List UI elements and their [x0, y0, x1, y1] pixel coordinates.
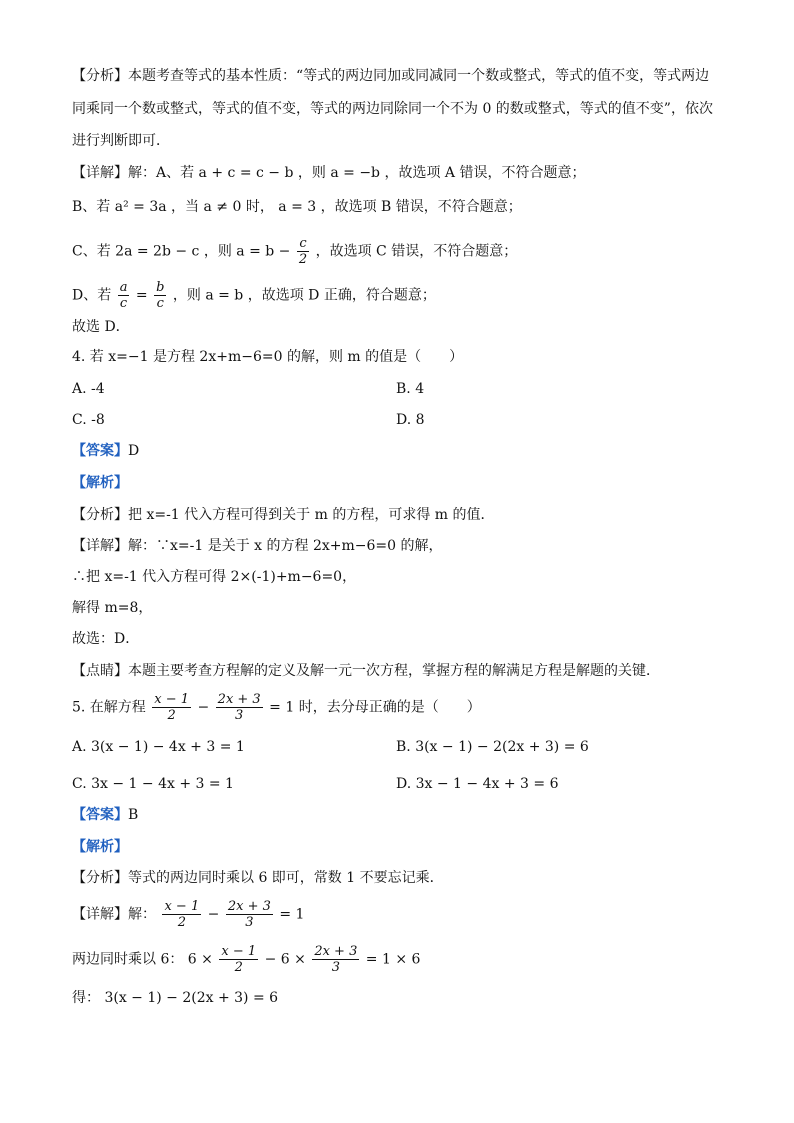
fraction-numerator: c	[297, 236, 309, 252]
fraction-denominator: 2	[298, 252, 308, 267]
q5-detail-prefix: 【详解】解：	[72, 906, 156, 923]
q4-answer	[72, 441, 139, 461]
q5-detail-suffix: = 1	[279, 906, 305, 923]
fraction-numerator: 2x + 3	[314, 944, 358, 959]
fraction-denominator: 3	[245, 915, 254, 930]
q4-option-b: B. 4	[396, 381, 425, 397]
q5-detail	[72, 899, 304, 930]
q5-option-a: A. 3(x − 1) − 4x + 3 = 1	[72, 739, 245, 755]
q4-detail-1: 【详解】解：∵x=-1 是关于 x 的方程 2x+m−6=0 的解，	[72, 538, 443, 554]
answer-value: D	[128, 443, 140, 459]
fraction	[216, 692, 263, 723]
q4-option-a: A. -4	[72, 381, 105, 397]
q5-multiply-middle: − 6 ×	[264, 951, 306, 968]
q3-detail-d-suffix: ，则 a = b ，故选项 D 正确，符合题意；	[172, 287, 436, 304]
q4-option-d: D. 8	[396, 412, 425, 428]
fraction	[162, 899, 201, 930]
fraction-denominator: 2	[234, 960, 243, 975]
q3-detail-d-prefix: D、若	[72, 287, 112, 304]
fraction	[154, 280, 166, 311]
q5-option-c: C. 3x − 1 − 4x + 3 = 1	[72, 776, 234, 792]
q4-option-c: C. -8	[72, 412, 105, 428]
fraction-numerator: 2x + 3	[217, 692, 261, 707]
q4-jiexi-tag: 【解析】	[72, 475, 128, 491]
fraction-numerator: a	[119, 280, 128, 295]
fraction	[219, 944, 258, 975]
q5-stem	[72, 692, 481, 723]
q3-detail-a: 【详解】解：A、若 a + c = c − b ，则 a = −b ，故选项 A 错误，不符合题意；	[72, 165, 586, 181]
fraction-numerator: x − 1	[221, 944, 257, 959]
equals-sign: =	[135, 287, 148, 304]
fraction	[226, 899, 273, 930]
q4-analysis: 【分析】把 x=-1 代入方程可得到关于 m 的方程，可求得 m 的值．	[72, 507, 495, 523]
fraction	[297, 236, 309, 267]
fraction-numerator: x − 1	[164, 899, 200, 914]
fraction	[118, 280, 130, 311]
q3-detail-b: B、若 a² = 3a ，当 a ≠ 0 时， a = 3 ，故选项 B 错误，不符合题意；	[72, 199, 522, 215]
fraction-denominator: 2	[167, 708, 176, 723]
fraction-numerator: 2x + 3	[227, 899, 271, 914]
q3-analysis-line2: 同乘同一个数或整式，等式的值不变，等式的两边同除同一个不为 0 的数或整式，等式的值不变”，依次	[72, 101, 713, 117]
q4-detail-3: 解得 m=8，	[72, 600, 153, 616]
q5-analysis: 【分析】等式的两边同时乘以 6 即可，常数 1 不要忘记乘．	[72, 870, 444, 886]
minus-sign: −	[197, 699, 210, 716]
q5-option-d: D. 3x − 1 − 4x + 3 = 6	[396, 776, 559, 792]
fraction-denominator: c	[156, 296, 164, 311]
fraction-numerator: x − 1	[154, 692, 190, 707]
q4-comment: 【点睛】本题主要考查方程解的定义及解一元一次方程，掌握方程的解满足方程是解题的关键．	[72, 663, 660, 679]
q3-detail-d	[72, 280, 436, 311]
q3-detail-c	[72, 236, 517, 267]
minus-sign: −	[207, 906, 220, 923]
fraction	[312, 944, 359, 975]
q5-option-b: B. 3(x − 1) − 2(2x + 3) = 6	[396, 739, 589, 755]
q4-stem: 4. 若 x=−1 是方程 2x+m−6=0 的解，则 m 的值是（ ）	[72, 349, 464, 365]
q4-detail-4: 故选：D．	[72, 631, 140, 647]
fraction	[152, 692, 191, 723]
q3-analysis-line3: 进行判断即可．	[72, 133, 170, 149]
fraction-denominator: 3	[235, 708, 244, 723]
q3-analysis-line1: 【分析】本题考查等式的基本性质：“等式的两边同加或同减同一个数或整式，等式的值不变，等式两边	[72, 68, 710, 84]
answer-tag: 【答案】	[72, 443, 128, 459]
q5-multiply	[72, 944, 420, 975]
q3-detail-c-prefix: C、若 2a = 2b − c ，则 a = b −	[72, 243, 291, 260]
q3-detail-c-suffix: ，故选项 C 错误，不符合题意；	[315, 243, 518, 260]
fraction-denominator: 3	[331, 960, 340, 975]
fraction-denominator: 2	[177, 915, 186, 930]
fraction-denominator: c	[119, 296, 128, 311]
q5-jiexi-tag: 【解析】	[72, 839, 128, 855]
q5-result: 得： 3(x − 1) − 2(2x + 3) = 6	[72, 990, 279, 1006]
q5-stem-suffix: = 1 时，去分母正确的是（ ）	[269, 699, 481, 716]
q5-multiply-prefix: 两边同时乘以 6： 6 ×	[72, 951, 213, 968]
q5-stem-prefix: 5. 在解方程	[72, 699, 146, 716]
q3-choose: 故选 D．	[72, 319, 130, 335]
q5-multiply-suffix: = 1 × 6	[365, 951, 421, 968]
q4-detail-2: ∴把 x=-1 代入方程可得 2×(-1)+m−6=0，	[72, 569, 357, 585]
fraction-numerator: b	[156, 280, 165, 295]
answer-tag: 【答案】	[72, 807, 128, 823]
q5-answer	[72, 805, 138, 825]
answer-value: B	[128, 807, 139, 823]
